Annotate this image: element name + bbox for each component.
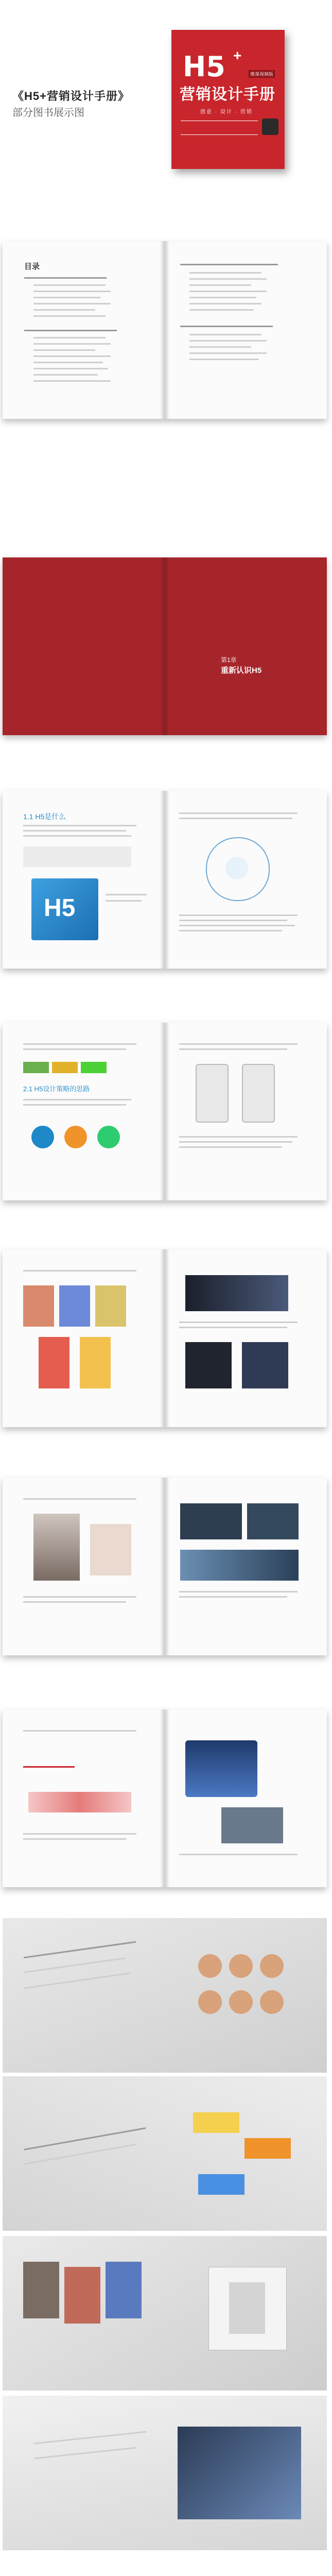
spread-toc bbox=[3, 241, 327, 419]
spread-section-1-1 bbox=[3, 791, 327, 969]
examples-3-right-page bbox=[165, 1709, 327, 1887]
spread-examples-2 bbox=[3, 1478, 327, 1655]
chapter-title: 重新认识H5 bbox=[221, 666, 262, 675]
section-2-1-title: 2.1 H5设计策略的思路 bbox=[23, 1085, 90, 1093]
spread-examples-1 bbox=[3, 1249, 327, 1427]
toc-heading: 目录 bbox=[24, 262, 40, 271]
spread-chapter-opener bbox=[3, 557, 327, 735]
spread-examples-3 bbox=[3, 1709, 327, 1887]
section-1-1-left-page bbox=[3, 791, 165, 969]
examples-3-left-page bbox=[3, 1709, 165, 1887]
detail-photo-1 bbox=[3, 1918, 327, 2073]
cover-plus: + bbox=[233, 47, 242, 63]
spread-section-2-1 bbox=[3, 1023, 327, 1200]
examples-1-left-page bbox=[3, 1249, 165, 1427]
section-1-1-title: 1.1 H5是什么 bbox=[23, 812, 66, 821]
cover-badge bbox=[262, 118, 278, 135]
examples-2-right-page bbox=[165, 1478, 327, 1655]
section-2-1-left-page bbox=[3, 1023, 165, 1200]
cover-h5: H5 bbox=[183, 50, 225, 83]
detail-photo-3 bbox=[3, 2236, 327, 2391]
page-title: 《H5+营销设计手册》 bbox=[12, 90, 130, 103]
examples-2-left-page bbox=[3, 1478, 165, 1655]
detail-photo-4 bbox=[3, 2396, 327, 2550]
page-subtitle: 部分图书展示图 bbox=[12, 107, 84, 118]
section-1-1-right-page bbox=[165, 791, 327, 969]
toc-left-page bbox=[3, 241, 165, 419]
detail-photo-2 bbox=[3, 2076, 327, 2231]
cover-edition: 微课视频版 bbox=[249, 70, 275, 78]
cover-tags: 创意 · 设计 · 营销 bbox=[200, 109, 253, 115]
toc-right-page bbox=[165, 241, 327, 419]
book-cover bbox=[171, 30, 285, 169]
cover-title: 营销设计手册 bbox=[180, 86, 275, 103]
chapter-label: 第1章 bbox=[221, 656, 237, 664]
examples-1-right-page bbox=[165, 1249, 327, 1427]
h5-illustration-text: H5 bbox=[44, 894, 76, 922]
section-2-1-right-page bbox=[165, 1023, 327, 1200]
cover-description-band bbox=[181, 121, 258, 135]
